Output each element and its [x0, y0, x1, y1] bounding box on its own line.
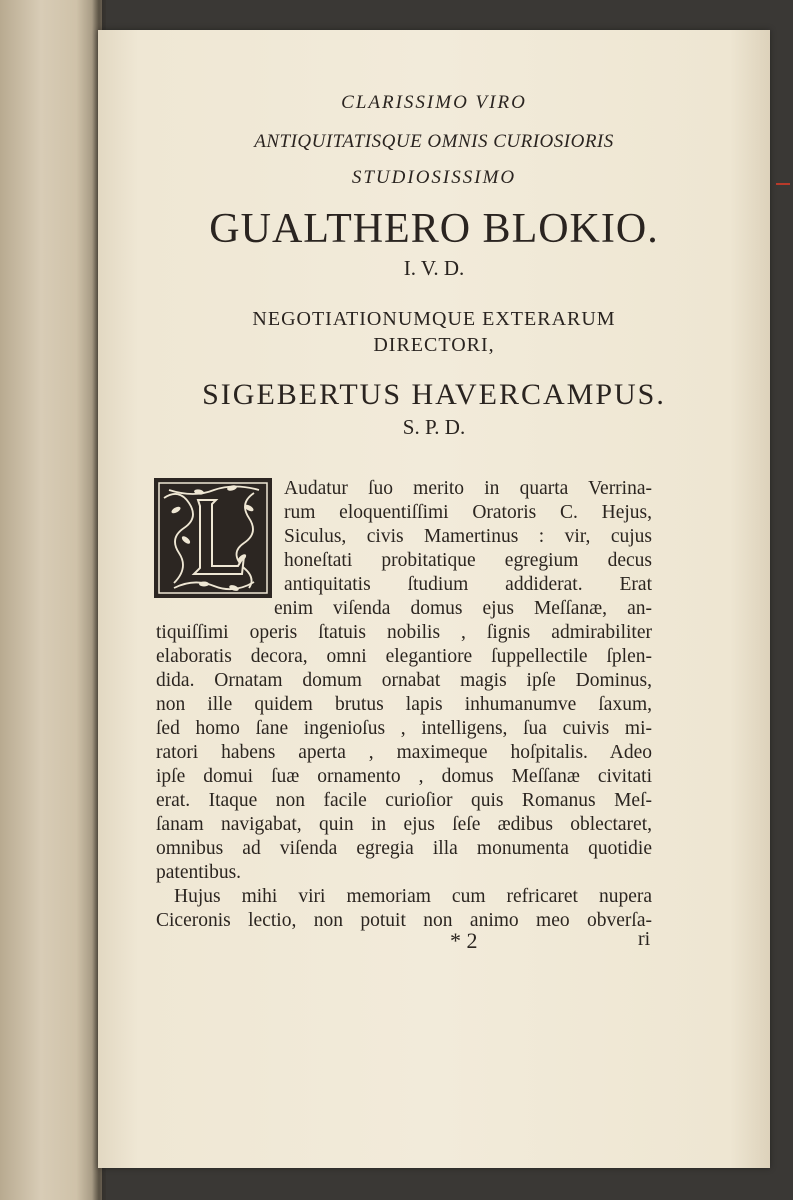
body-line-9: dida. Ornatam domum ornabat magis ipſe Dominus, — [156, 670, 652, 691]
edge-mark — [776, 183, 790, 185]
office-line-1: NEGOTIATIONUMQUE EXTERARUM — [252, 308, 616, 330]
body-line-13: ipſe domui ſuæ ornamento , domus Meſſanæ civitati — [156, 766, 652, 787]
body-line-4: honeſtati probitatique egregium decus — [284, 550, 652, 571]
dedicatee-degree: I. V. D. — [403, 256, 465, 280]
heading-line-3: STUDIOSISSIMO — [351, 167, 517, 188]
greeting: S. P. D. — [402, 415, 466, 439]
right-page — [98, 30, 770, 1168]
signature-mark: * 2 — [450, 928, 478, 953]
heading-line-2: ANTIQUITATISQUE OMNIS CURIOSIORIS — [254, 131, 614, 152]
body-line-5: antiquitatis ſtudium addiderat. Erat — [284, 574, 652, 595]
body-line-2: rum eloquentiſſimi Oratoris C. Hejus, — [284, 502, 652, 523]
body-line-3: Siculus, civis Mamertinus : vir, cujus — [284, 526, 652, 547]
dedicatee-name: GUALTHERO BLOKIO. — [209, 206, 659, 252]
heading-line-1: CLARISSIMO VIRO — [341, 92, 527, 113]
catchword: ri — [638, 928, 651, 950]
left-page — [0, 0, 102, 1200]
author-name: SIGEBERTUS HAVERCAMPUS. — [202, 378, 666, 411]
body-line-12: ratori habens aperta , maximeque hoſpitalis. Adeo — [156, 742, 652, 763]
body-line-15: ſanam navigabat, quin in ejus ſeſe ædibus oblectaret, — [156, 814, 652, 835]
body-line-1: Audatur ſuo merito in quarta Verrina- — [284, 478, 652, 499]
body-line-10: non ille quidem brutus lapis inhumanumve ſaxum, — [156, 694, 652, 715]
body-line-14: erat. Itaque non facile curioſior quis Romanus Meſ- — [156, 790, 652, 811]
body-line-16: omnibus ad viſenda egregia illa monumenta quotidie — [156, 838, 652, 859]
decorated-initial-icon — [154, 478, 272, 598]
body-line-6: enim viſenda domus ejus Meſſanæ, an- — [274, 598, 652, 619]
body-line-7: tiquiſſimi operis ſtatuis nobilis , ſignis admirabiliter — [156, 622, 652, 643]
office-line-2: DIRECTORI, — [373, 334, 495, 356]
body-line-17: patentibus. — [156, 862, 242, 883]
body-line-18: Hujus mihi viri memoriam cum refricaret nupera — [174, 886, 652, 907]
body-line-8: elaboratis decora, omni elegantiore ſuppellectile ſplen- — [156, 646, 652, 667]
body-line-11: ſed homo ſane ingenioſus , intelligens, ſua cuivis mi- — [156, 718, 652, 739]
body-line-19: Ciceronis lectio, non potuit non animo meo obverſa- — [156, 910, 652, 931]
